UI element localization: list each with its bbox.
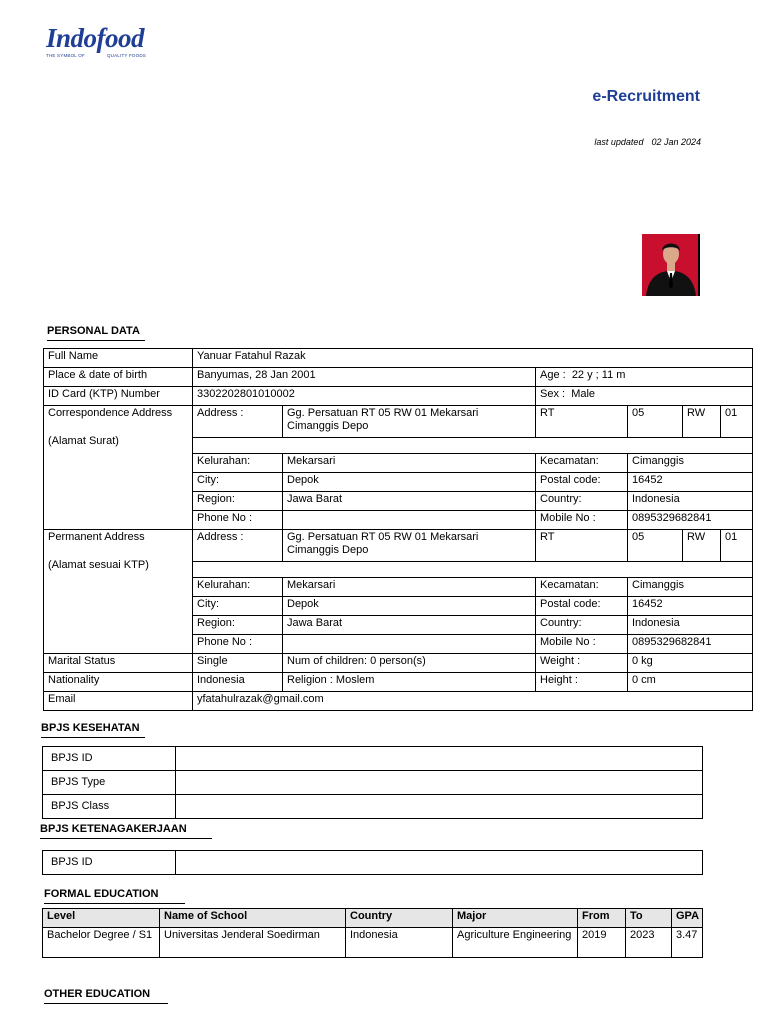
- height-value: 0 cm: [628, 673, 753, 692]
- marital-label: Marital Status: [44, 654, 193, 673]
- bpjs-ketenagakerjaan-table: [42, 850, 703, 875]
- education-school: Universitas Jenderal Soedirman: [160, 928, 346, 958]
- bpjs-kes-id-row: [43, 747, 703, 771]
- corr-mobile-value: 0895329682841: [628, 511, 753, 530]
- page-title: e-Recruitment: [592, 88, 700, 105]
- perm-address-value: Gg. Persatuan RT 05 RW 01 Mekarsari Cimanggis Depo: [283, 530, 536, 562]
- perm-address-row: [44, 530, 753, 562]
- education-header-to: To: [626, 909, 672, 928]
- education-header-level: Level: [43, 909, 160, 928]
- education-header-country: Country: [346, 909, 453, 928]
- children-value: Num of children: 0 person(s): [283, 654, 536, 673]
- corr-spacer: [193, 438, 753, 454]
- formal-education-table: [42, 908, 703, 958]
- table-row: [43, 928, 703, 958]
- corr-city-value: Depok: [283, 473, 536, 492]
- sex-value: Male: [571, 388, 596, 400]
- perm-mobile-value: 0895329682841: [628, 635, 753, 654]
- corr-rt-label: RT: [536, 406, 628, 438]
- education-header-row: [43, 909, 703, 928]
- perm-spacer: [193, 562, 753, 578]
- perm-region-label: Region:: [193, 616, 283, 635]
- ktp-value: 3302202801010002: [193, 387, 536, 406]
- bpjs-kes-id-value: [176, 747, 703, 771]
- corr-kelurahan-label: Kelurahan:: [193, 454, 283, 473]
- age-label: Age :: [540, 369, 566, 381]
- row-email: [44, 692, 753, 711]
- education-header-from: From: [578, 909, 626, 928]
- education-from: 2019: [578, 928, 626, 958]
- corr-postal-label: Postal code:: [536, 473, 628, 492]
- bpjs-kes-id-label: BPJS ID: [43, 747, 176, 771]
- row-full-name: [44, 349, 753, 368]
- row-birth: [44, 368, 753, 387]
- email-value: yfatahulrazak@gmail.com: [193, 692, 753, 711]
- perm-rt-label: RT: [536, 530, 628, 562]
- height-label: Height :: [536, 673, 628, 692]
- last-updated-date: 02 Jan 2024: [651, 137, 701, 147]
- perm-phone-value: [283, 635, 536, 654]
- nationality-value: Indonesia: [193, 673, 283, 692]
- bpjs-tk-id-label: BPJS ID: [43, 851, 176, 875]
- logo-tagline: [46, 53, 158, 58]
- row-ktp: [44, 387, 753, 406]
- education-to: 2023: [626, 928, 672, 958]
- corr-rw-label: RW: [683, 406, 721, 438]
- education-gpa: 3.47: [672, 928, 703, 958]
- education-level: Bachelor Degree / S1: [43, 928, 160, 958]
- perm-address-label: Permanent Address: [48, 531, 145, 543]
- perm-kecamatan-value: Cimanggis: [628, 578, 753, 597]
- perm-rw-value: 01: [721, 530, 753, 562]
- section-title-bpjs-ketenagakerjaan: BPJS KETENAGAKERJAAN: [40, 823, 212, 839]
- perm-city-value: Depok: [283, 597, 536, 616]
- corr-kecamatan-value: Cimanggis: [628, 454, 753, 473]
- corr-postal-value: 16452: [628, 473, 753, 492]
- full-name-label: Full Name: [44, 349, 193, 368]
- religion-value: Religion : Moslem: [283, 673, 536, 692]
- marital-value: Single: [193, 654, 283, 673]
- nationality-label: Nationality: [44, 673, 193, 692]
- perm-country-label: Country:: [536, 616, 628, 635]
- corr-rw-value: 01: [721, 406, 753, 438]
- weight-label: Weight :: [536, 654, 628, 673]
- education-country: Indonesia: [346, 928, 453, 958]
- ktp-label: ID Card (KTP) Number: [44, 387, 193, 406]
- corr-address-label: Correspondence Address: [48, 407, 173, 419]
- perm-rt-value: 05: [628, 530, 683, 562]
- bpjs-kes-type-value: [176, 771, 703, 795]
- bpjs-tk-id-row: [43, 851, 703, 875]
- person-silhouette-icon: [642, 234, 700, 296]
- corr-phone-value: [283, 511, 536, 530]
- last-updated-label: last updated: [594, 137, 644, 147]
- logo-tagline-right: QUALITY FOODS: [106, 53, 146, 58]
- perm-postal-label: Postal code:: [536, 597, 628, 616]
- perm-address-sublabel: (Alamat sesuai KTP): [48, 559, 149, 571]
- corr-country-value: Indonesia: [628, 492, 753, 511]
- perm-rw-label: RW: [683, 530, 721, 562]
- sex-label: Sex :: [540, 388, 566, 400]
- age-value: 22 y ; 11 m: [571, 369, 626, 381]
- birth-value: Banyumas, 28 Jan 2001: [193, 368, 536, 387]
- perm-mobile-label: Mobile No :: [536, 635, 628, 654]
- logo-tagline-left: THE SYMBOL OF: [46, 53, 85, 58]
- section-title-personal-data: PERSONAL DATA: [47, 325, 145, 341]
- corr-address-label-cell: [44, 406, 193, 530]
- row-nationality: [44, 673, 753, 692]
- logo-wordmark: Indofood: [46, 24, 145, 53]
- perm-address-field-label: Address :: [193, 530, 283, 562]
- corr-address-sublabel: (Alamat Surat): [48, 435, 119, 447]
- bpjs-kes-class-value: [176, 795, 703, 819]
- corr-mobile-label: Mobile No :: [536, 511, 628, 530]
- section-title-formal-education: FORMAL EDUCATION: [44, 888, 185, 904]
- applicant-photo: [642, 234, 700, 296]
- weight-value: 0 kg: [628, 654, 753, 673]
- corr-address-field-label: Address :: [193, 406, 283, 438]
- perm-kecamatan-label: Kecamatan:: [536, 578, 628, 597]
- corr-address-row: [44, 406, 753, 438]
- perm-city-label: City:: [193, 597, 283, 616]
- bpjs-kes-class-row: [43, 795, 703, 819]
- perm-country-value: Indonesia: [628, 616, 753, 635]
- corr-address-value: Gg. Persatuan RT 05 RW 01 Mekarsari Cimanggis Depo: [283, 406, 536, 438]
- perm-kelurahan-value: Mekarsari: [283, 578, 536, 597]
- bpjs-tk-id-value: [176, 851, 703, 875]
- bpjs-kes-class-label: BPJS Class: [43, 795, 176, 819]
- age-cell: [536, 368, 753, 387]
- full-name-value: Yanuar Fatahul Razak: [193, 349, 753, 368]
- corr-phone-label: Phone No :: [193, 511, 283, 530]
- row-marital: [44, 654, 753, 673]
- section-title-other-education: OTHER EDUCATION: [44, 988, 168, 1004]
- last-updated: [586, 137, 701, 147]
- email-label: Email: [44, 692, 193, 711]
- perm-region-value: Jawa Barat: [283, 616, 536, 635]
- personal-data-table: [43, 348, 753, 711]
- corr-rt-value: 05: [628, 406, 683, 438]
- bpjs-kesehatan-table: [42, 746, 703, 819]
- sex-cell: [536, 387, 753, 406]
- education-header-school: Name of School: [160, 909, 346, 928]
- indofood-logo: [46, 24, 158, 60]
- education-header-gpa: GPA: [672, 909, 703, 928]
- corr-country-label: Country:: [536, 492, 628, 511]
- perm-address-label-cell: [44, 530, 193, 654]
- perm-kelurahan-label: Kelurahan:: [193, 578, 283, 597]
- bpjs-kes-type-row: [43, 771, 703, 795]
- education-header-major: Major: [453, 909, 578, 928]
- corr-kecamatan-label: Kecamatan:: [536, 454, 628, 473]
- perm-postal-value: 16452: [628, 597, 753, 616]
- section-title-bpjs-kesehatan: BPJS KESEHATAN: [41, 722, 145, 738]
- corr-region-value: Jawa Barat: [283, 492, 536, 511]
- corr-region-label: Region:: [193, 492, 283, 511]
- corr-kelurahan-value: Mekarsari: [283, 454, 536, 473]
- perm-phone-label: Phone No :: [193, 635, 283, 654]
- bpjs-kes-type-label: BPJS Type: [43, 771, 176, 795]
- education-major: Agriculture Engineering: [453, 928, 578, 958]
- birth-label: Place & date of birth: [44, 368, 193, 387]
- corr-city-label: City:: [193, 473, 283, 492]
